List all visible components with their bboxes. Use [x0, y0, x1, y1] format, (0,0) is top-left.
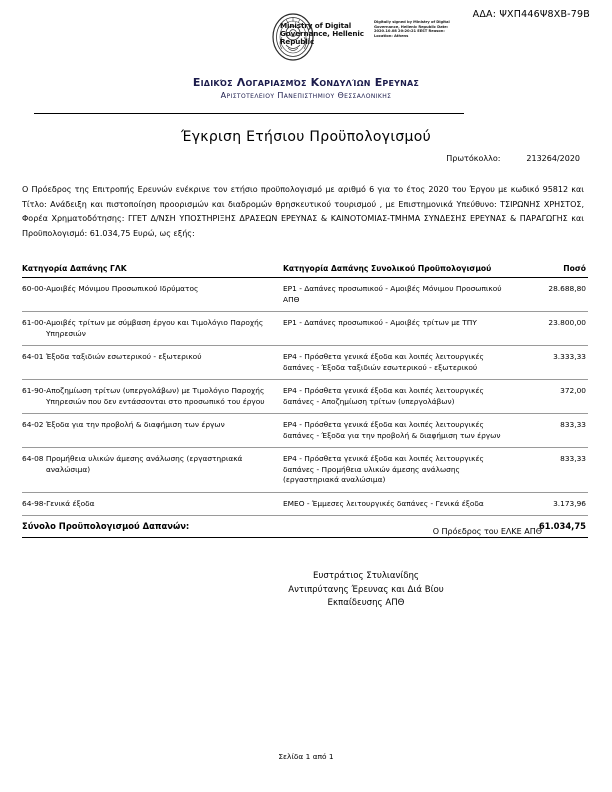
cell-category: ΕΡ4 - Πρόσθετα γενικά έξοδα και λοιπές λειτουργικές δαπάνες - Έξοδα για την προβολή & διαφήμιση των έργων — [283, 414, 513, 448]
table-header-row — [22, 262, 588, 278]
table-row — [22, 312, 588, 346]
cell-amount: 3.173,96 — [513, 492, 588, 516]
header-divider — [34, 113, 464, 114]
signature-overlay-text: Ministry of Digital Governance, Hellenic Republic — [280, 21, 364, 47]
cell-glk: 64-01 Έξοδα ταξιδιών εσωτερικού - εξωτερικού — [22, 346, 283, 380]
cell-glk: 60-00-Αμοιβές Μόνιμου Προσωπικού Ιδρύματος — [22, 278, 283, 312]
cell-glk: 64-02 Έξοδα για την προβολή & διαφήμιση των έργων — [22, 414, 283, 448]
column-header-amount: Ποσό — [513, 262, 588, 278]
digital-signature-stamp — [256, 12, 450, 62]
table-row — [22, 492, 588, 516]
cell-glk: 61-90-Αποζημίωση τρίτων (υπεργολάβων) με Τιμολόγιο Παροχής Υπηρεσιών που δεν εντάσσονται στο προσωπικό του έργου — [22, 380, 283, 414]
signer-name: Ευστράτιος Στυλιανίδης — [313, 571, 419, 581]
cell-amount: 23.800,00 — [513, 312, 588, 346]
cell-category: ΕΡ4 - Πρόσθετα γενικά έξοδα και λοιπές λειτουργικές δαπάνες - Έξοδα ταξιδιών εσωτερικού - εξωτερικού — [283, 346, 513, 380]
total-label: Σύνολο Προϋπολογισμού Δαπανών: — [22, 516, 513, 538]
table-row — [22, 414, 588, 448]
protocol-label: Πρωτόκολλο: — [446, 154, 501, 163]
cell-amount: 3.333,33 — [513, 346, 588, 380]
protocol-line — [446, 154, 580, 163]
signature-detail-text: Digitally signed by Ministry of Digital Governance, Hellenic Republic Date: 2020.10.08 20:20:21 EEST Reason: Location: Athens — [374, 20, 450, 38]
cell-category: ΕΜΕΟ - Έμμεσες λειτουργικές δαπάνες - Γενικά έξοδα — [283, 492, 513, 516]
signer-position-line1: Αντιπρύτανης Έρευνας και Διά Βίου — [288, 584, 444, 595]
table-body — [22, 278, 588, 538]
column-header-glk: Κατηγορία Δαπάνης ΓΛΚ — [22, 262, 283, 278]
signer-position-line2: Εκπαίδευσης ΑΠΘ — [327, 598, 405, 608]
table-row — [22, 380, 588, 414]
cell-amount: 28.688,80 — [513, 278, 588, 312]
total-amount: 61.034,75 — [513, 516, 588, 538]
cell-amount: 372,00 — [513, 380, 588, 414]
body-paragraph: Ο Πρόεδρος της Επιτροπής Ερευνών ενέκρινε τον ετήσιο προϋπολογισμό με αριθμό 6 για το έτος 2020 του Έργου με κωδικό 95812 και Τίτλο: Ανάδειξη και πιστοποίηση προορισμών και διαδρομών θρησκευτικού τουρισμού , με Επιστημονικά Υπεύθυνο: ΤΣΙΡΩΝΗΣ ΧΡΗΣΤΟΣ, Φορέα Χρηματοδότησης: ΓΓΕΤ Δ/ΝΣΗ ΥΠΟΣΤΗΡΙΞΗΣ ΔΡΑΣΕΩΝ ΕΡΕΥΝΑΣ & ΚΑΙΝΟΤΟΜΙΑΣ-ΤΜΗΜΑ ΣΥΝΔΕΣΗΣ ΕΡΕΥΝΑΣ & ΠΑΡΑΓΩΓΗΣ και Προϋπολογισμό: 61.034,75 Ευρώ, ως εξής: — [22, 185, 584, 238]
protocol-value: 213264/2020 — [526, 154, 580, 163]
ada-code: ΑΔΑ: ΨΧΠ446Ψ8ΧΒ-79Β — [472, 9, 590, 20]
page-title: Έγκριση Ετήσιου Προϋπολογισμού — [180, 129, 432, 145]
signer-block — [0, 570, 612, 611]
column-header-category: Κατηγορία Δαπάνης Συνολικού Προϋπολογισμού — [283, 262, 513, 278]
cell-glk: 61-00-Αμοιβές τρίτων με σύμβαση έργου και Τιμολόγιο Παροχής Υπηρεσιών — [22, 312, 283, 346]
table-row — [22, 278, 588, 312]
table-row — [22, 448, 588, 493]
cell-amount: 833,33 — [513, 414, 588, 448]
cell-category: ΕΡ1 - Δαπάνες προσωπικού - Αμοιβές τρίτων με ΤΠΥ — [283, 312, 513, 346]
budget-table — [22, 262, 588, 538]
organization-subtitle: Αριστοτελειου Πανεπιστημιου Θεσσαλονικης — [220, 91, 392, 100]
cell-amount: 833,33 — [513, 448, 588, 493]
cell-glk: 64-98-Γενικά έξοδα — [22, 492, 283, 516]
page-footer: Σελίδα 1 από 1 — [278, 752, 334, 761]
signer-role: Ο Πρόεδρος του ΕΛΚΕ ΑΠΘ — [432, 527, 542, 536]
cell-category: ΕΡ4 - Πρόσθετα γενικά έξοδα και λοιπές λειτουργικές δαπάνες - Προμήθεια υλικών άμεσης ανάλωσης (εργαστηριακά αναλώσιμα) — [283, 448, 513, 493]
table-row — [22, 346, 588, 380]
cell-category: ΕΡ4 - Πρόσθετα γενικά έξοδα και λοιπές λειτουργικές δαπάνες - Αποζημίωση τρίτων (υπεργολάβων) — [283, 380, 513, 414]
cell-category: ΕΡ1 - Δαπάνες προσωπικού - Αμοιβές Μόνιμου Προσωπικού ΑΠΘ — [283, 278, 513, 312]
organization-title: Ειδικός Λογαριασμός Κονδυλίων Ερευνας — [192, 76, 420, 89]
cell-glk: 64-08 Προμήθεια υλικών άμεσης ανάλωσης (εργαστηριακά αναλώσιμα) — [22, 448, 283, 493]
